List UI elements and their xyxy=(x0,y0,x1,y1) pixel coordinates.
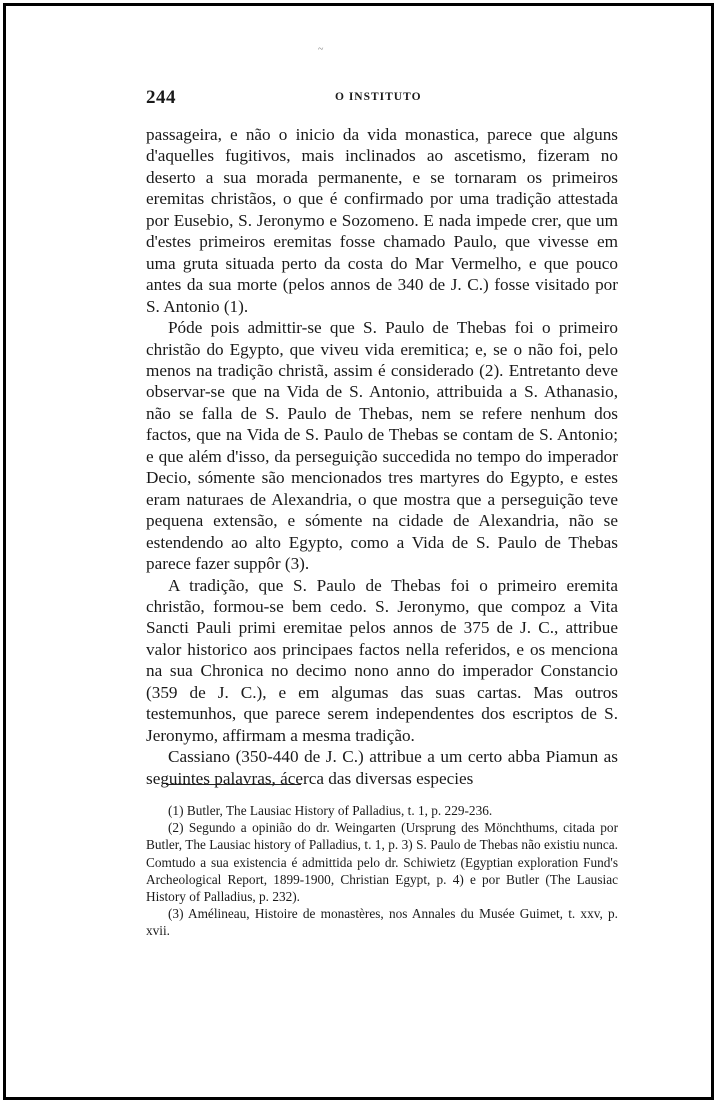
page-header xyxy=(146,87,618,107)
paragraph-2: Póde pois admittir-se que S. Paulo de Thebas foi o primeiro christão do Egypto, que viveu vida eremitica; e, se o não foi, pelo menos na tradição christã, assim é considerado (2). Entretanto deve observar-se que na Vida de S. Antonio, attribuida a S. Athanasio, não se falla de S. Paulo de Thebas, nem se refere nenhum dos factos, que na Vida de S. Paulo de Thebas se contam de S. Antonio; e que além d'isso, da perseguição succedida no tempo do imperador Decio, sómente são mencionados tres martyres do Egypto, e estes eram naturaes de Alexandria, o que mostra que a perseguição teve pequena extensão, e sómente na cidade de Alexandria, não se estendendo ao alto Egypto, como a Vida de S. Paulo de Thebas parece fazer suppôr (3). xyxy=(146,318,618,574)
running-title: O INSTITUTO xyxy=(335,91,422,103)
body-text xyxy=(146,124,618,789)
scan-speck: ~ xyxy=(318,44,324,55)
paragraph-1: passageira, e não o inicio da vida monastica, parece que alguns d'aquelles fugitivos, mais inclinados ao ascetismo, fizeram no deserto a sua morada permanente, e se tornaram os primeiros eremitas christãos, o que é confirmado por uma tradição attestada por Eusebio, S. Jeronymo e Sozomeno. E nada impede crer, que um d'estes primeiros eremitas fosse chamado Paulo, que vivesse em uma gruta situada perto da costa do Mar Vermelho, e que pouco antes da sua morte (pelos annos de 340 de J. C.) fosse visitado por S. Antonio (1). xyxy=(146,125,618,316)
footnote-3: (3) Amélineau, Histoire de monastères, nos Annales du Musée Guimet, t. xxv, p. xvii. xyxy=(146,906,618,939)
page-number: 244 xyxy=(146,87,176,108)
footnotes xyxy=(146,802,618,940)
paragraph-4: Cassiano (350-440 de J. C.) attribue a um certo abba Piamun as seguintes palavras, ácerca das diversas especies xyxy=(146,747,618,788)
footnote-2: (2) Segundo a opinião do dr. Weingarten (Ursprung des Mönchthums, citada por Butler, The Lausiac history of Palladius, t. 1, p. 3) S. Paulo de Thebas não existiu nunca. Comtudo a sua existencia é admittida pelo dr. Schiwietz (Egyptian exploration Fund's Archeological Report, 1899-1900, Christian Egypt, p. 4) e por Butler (The Lausiac History of Palladius, p. 232). xyxy=(146,820,618,905)
footnote-1: (1) Butler, The Lausiac History of Palladius, t. 1, p. 229-236. xyxy=(168,803,493,818)
paragraph-3: A tradição, que S. Paulo de Thebas foi o primeiro eremita christão, formou-se bem cedo. S. Jeronymo, que compoz a Vita Sancti Pauli primi eremitae pelos annos de 375 de J. C., attribue valor historico aos principaes factos nella referidos, e os menciona na sua Chronica no decimo nono anno do imperador Constancio (359 de J. C.), e em algumas das suas cartas. Mas outros testemunhos, que parece serem independentes dos escriptos de S. Jeronymo, affirmam a mesma tradição. xyxy=(146,575,618,745)
footnote-divider xyxy=(166,784,301,785)
